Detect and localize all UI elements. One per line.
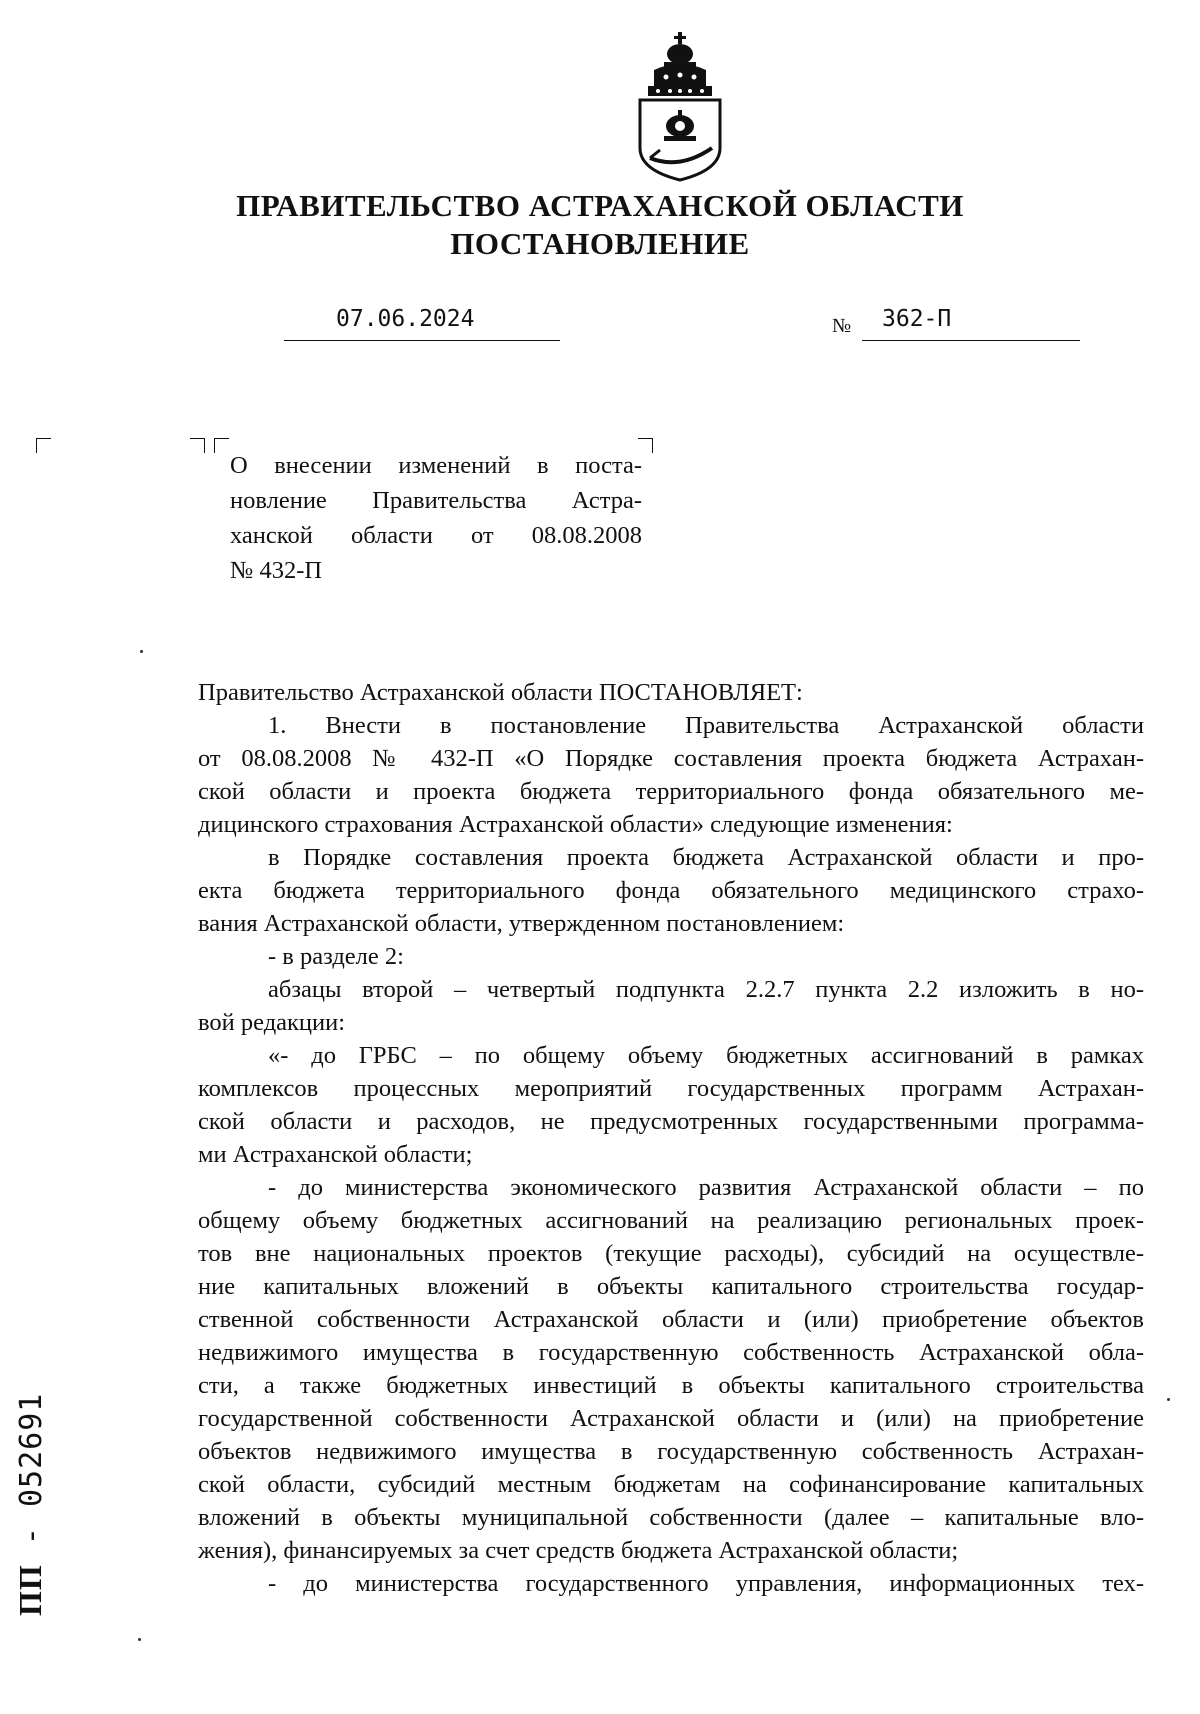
body-line: Правительство Астраханской области ПОСТАНОВЛЯЕТ: bbox=[198, 679, 803, 706]
body-line: вой редакции: bbox=[198, 1009, 346, 1036]
coat-of-arms-emblem bbox=[634, 30, 726, 182]
body-line: сти, а также бюджетных инвестиций в объекты капитального строительства bbox=[198, 1372, 1144, 1399]
body-line: общему объему бюджетных ассигнований на реализацию региональных проек- bbox=[198, 1207, 1144, 1234]
body-text bbox=[198, 676, 1144, 1600]
body-line: недвижимого имущества в государственную собственность Астраханской обла- bbox=[198, 1339, 1144, 1366]
number-field bbox=[862, 306, 1080, 341]
body-line: тов вне национальных проектов (текущие расходы), субсидий на осуществле- bbox=[198, 1240, 1144, 1267]
body-line: ми Астраханской области; bbox=[198, 1141, 473, 1168]
document-number: 362-П bbox=[882, 306, 952, 332]
serial-separator: - bbox=[14, 1507, 49, 1565]
body-line: ственной собственности Астраханской области и (или) приобретение объектов bbox=[198, 1306, 1144, 1333]
body-line: вложений в объекты муниципальной собственности (далее – капитальные вло- bbox=[198, 1504, 1144, 1531]
body-line: от 08.08.2008 № 432-П «О Порядке составления проекта бюджета Астрахан- bbox=[198, 745, 1144, 772]
subject-line: ханской области от 08.08.2008 bbox=[230, 522, 642, 549]
serial-series: ПП bbox=[12, 1564, 48, 1616]
scan-speck bbox=[1167, 1398, 1170, 1401]
body-line: в Порядке составления проекта бюджета Астраханской области и про- bbox=[268, 844, 1144, 871]
body-line: «- до ГРБС – по общему объему бюджетных ассигнований в рамках bbox=[268, 1042, 1144, 1069]
subject-block bbox=[230, 448, 642, 588]
number-sign: № bbox=[832, 315, 852, 337]
body-line: жения), финансируемых за счет средств бюджета Астраханской области; bbox=[198, 1537, 959, 1564]
body-line: - до министерства государственного управления, информационных тех- bbox=[268, 1570, 1144, 1597]
subject-line: № 432-П bbox=[230, 557, 323, 584]
subject-line: О внесении изменений в поста- bbox=[230, 452, 642, 479]
corner-mark-left bbox=[36, 438, 51, 453]
body-line: объектов недвижимого имущества в государственную собственность Астрахан- bbox=[198, 1438, 1144, 1465]
body-line: - до министерства экономического развития Астраханской области – по bbox=[268, 1174, 1144, 1201]
document-type-title: ПОСТАНОВЛЕНИЕ bbox=[450, 226, 750, 261]
date-field bbox=[284, 306, 560, 341]
body-line: вания Астраханской области, утвержденном постановлением: bbox=[198, 910, 845, 937]
body-line: ской области, субсидий местным бюджетам на софинансирование капитальных bbox=[198, 1471, 1144, 1498]
form-serial-number bbox=[12, 1393, 49, 1616]
body-line: 1. Внести в постановление Правительства Астраханской области bbox=[268, 712, 1144, 739]
body-line: абзацы второй – четвертый подпункта 2.2.7 пункта 2.2 изложить в но- bbox=[268, 976, 1144, 1003]
body-line: екта бюджета территориального фонда обязательного медицинского страхо- bbox=[198, 877, 1144, 904]
body-line: ской области и расходов, не предусмотренных государственными программа- bbox=[198, 1108, 1144, 1135]
body-line: ние капитальных вложений в объекты капитального строительства государ- bbox=[198, 1273, 1144, 1300]
body-line: ской области и проекта бюджета территориального фонда обязательного ме- bbox=[198, 778, 1144, 805]
body-line: комплексов процессных мероприятий государственных программ Астрахан- bbox=[198, 1075, 1144, 1102]
document-date: 07.06.2024 bbox=[336, 306, 475, 332]
organization-title: ПРАВИТЕЛЬСТВО АСТРАХАНСКОЙ ОБЛАСТИ bbox=[236, 188, 964, 223]
corner-mark-subject-left-inner bbox=[214, 438, 229, 453]
serial-number: 052691 bbox=[14, 1392, 49, 1508]
subject-line: новление Правительства Астра- bbox=[230, 487, 642, 514]
scan-speck bbox=[138, 1638, 141, 1641]
body-line: государственной собственности Астраханской области и (или) на приобретение bbox=[198, 1405, 1144, 1432]
corner-mark-subject-left-outer bbox=[190, 438, 205, 453]
body-line: - в разделе 2: bbox=[268, 943, 404, 970]
body-line: дицинского страхования Астраханской области» следующие изменения: bbox=[198, 811, 953, 838]
scan-speck bbox=[140, 650, 143, 653]
